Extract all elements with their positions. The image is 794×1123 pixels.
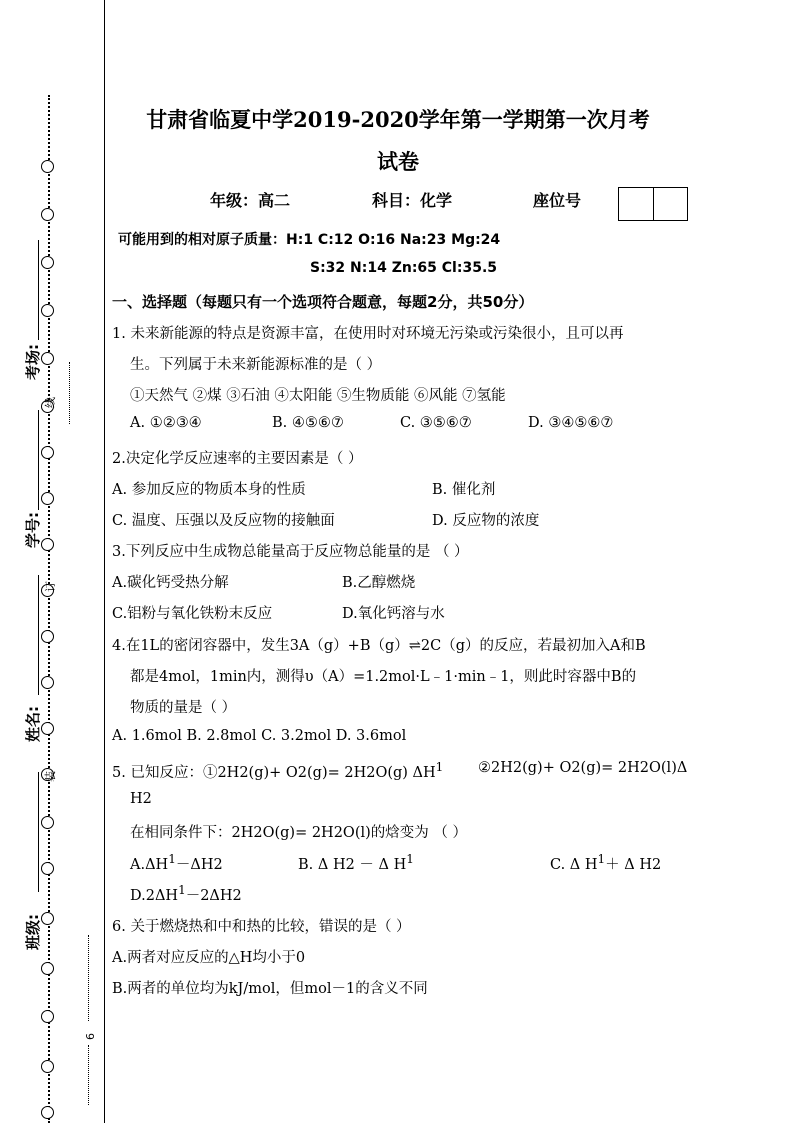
q4-stem-line3: 物质的量是（ ） (130, 700, 237, 716)
xian-char: 线 (44, 397, 57, 408)
name-label: 姓名: (24, 706, 42, 742)
atomic-mass-line2: S:32 N:14 Zn:65 Cl:35.5 (310, 260, 497, 276)
dotted-right-line-top (88, 935, 89, 1021)
q5-option-c-sup: 1 (597, 852, 606, 866)
exam-title-line1: 甘肃省临夏中学2019-2020学年第一学期第一次月考 (146, 107, 650, 132)
q5-option-a-sup: 1 (168, 852, 176, 866)
q6-option-a: A.两者对应反应的△H均小于0 (112, 950, 306, 966)
q5-option-d-sup: 1 (178, 883, 186, 897)
q5-option-a (130, 852, 223, 874)
q3-option-b: B.乙醇燃烧 (342, 575, 416, 591)
seat-label: 座位号 (533, 191, 582, 210)
q2-option-c: C. 温度、压强以及反应物的接触面 (112, 513, 335, 529)
q1-stem-line2: 生。下列属于未来新能源标准的是（ ） (130, 357, 382, 373)
name-fill-line (38, 575, 39, 695)
q5-option-b-pre: B. Δ H2 － Δ H (298, 856, 407, 873)
binding-hole-circle (41, 160, 54, 173)
q3-option-c: C.铝粉与氧化铁粉末反应 (112, 606, 273, 622)
q1-items: ①天然气 ②煤 ③石油 ④太阳能 ⑤生物质能 ⑥风能 ⑦氢能 (130, 388, 506, 404)
q5-option-c-pre: C. Δ H (550, 856, 598, 873)
q5-option-c-post: ＋ Δ H2 (605, 856, 662, 873)
q3-option-d: D.氧化钙溶与水 (342, 606, 445, 622)
subject-text: 科目：化学 (372, 191, 453, 210)
exam-room-fill-line (38, 240, 39, 340)
q5-option-b-sup: 1 (406, 852, 414, 866)
q5-stem-line2: H2 (130, 791, 152, 807)
q5-reaction1: 5. 已知反应：①2H2(g)+ O2(g)= 2H2O(g) ΔH (112, 764, 436, 781)
q6-option-b: B.两者的单位均为kJ/mol，但mol－1的含义不同 (112, 981, 428, 997)
atomic-mass-line1: 可能用到的相对原子质量：H:1 C:12 O:16 Na:23 Mg:24 (118, 232, 501, 248)
q5-option-a-post: －ΔH2 (175, 856, 223, 873)
q5-stem-line1 (112, 760, 443, 782)
zhuang-char: 装 (44, 771, 57, 782)
student-id-fill-line (38, 410, 39, 510)
dotted-right-line-bottom (88, 1045, 89, 1105)
q3-stem: 3.下列反应中生成物总能量高于反应物总能量的是 （ ） (112, 544, 469, 560)
binding-hole-circle (41, 816, 54, 829)
ding-char: 订 (44, 581, 57, 592)
q4-options: A. 1.6mol B. 2.8mol C. 3.2mol D. 3.6mol (112, 728, 407, 744)
class-label: 班级: (24, 914, 42, 950)
q5-option-d (130, 883, 242, 905)
binding-hole-circle (41, 446, 54, 459)
q1-stem-line1: 1. 未来新能源的特点是资源丰富，在使用时对环境无污染或污染很小，且可以再 (112, 326, 624, 342)
q5-option-d-post: －2ΔH2 (185, 887, 242, 904)
student-id-label: 学号: (24, 512, 42, 548)
q5-reaction2: ②2H2(g)+ O2(g)= 2H2O(l)Δ (478, 760, 688, 776)
class-fill-line (38, 772, 39, 892)
binding-hole-circle (41, 304, 54, 317)
q1-option-d: D. ③④⑤⑥⑦ (528, 415, 614, 431)
binding-hole-circle (41, 862, 54, 875)
binding-hole-circle (41, 1106, 54, 1119)
q2-stem: 2.决定化学反应速率的主要因素是（ ） (112, 451, 363, 467)
binding-hole-circle (41, 1010, 54, 1023)
q5-option-b (298, 852, 414, 874)
q4-stem-line1: 4.在1L的密闭容器中，发生3A（g）+B（g）⇌2C（g）的反应，若最初加入A和B (112, 638, 646, 654)
binding-hole-circle (41, 256, 54, 269)
binding-hole-circle (41, 962, 54, 975)
q2-option-d: D. 反应物的浓度 (432, 513, 540, 529)
q5-option-a-pre: A.ΔH (130, 856, 169, 873)
q2-option-b: B. 催化剂 (432, 482, 496, 498)
page-number: 6 (84, 1033, 97, 1040)
seat-box-divider (653, 188, 654, 220)
q1-option-a: A. ①②③④ (130, 415, 202, 431)
q5-sup-1: 1 (435, 760, 444, 774)
q3-option-a: A.碳化钙受热分解 (112, 575, 229, 591)
q5-option-c (550, 852, 661, 874)
q1-option-c: C. ③⑤⑥⑦ (400, 415, 472, 431)
binding-hole-circle (41, 676, 54, 689)
q5-option-d-pre: D.2ΔH (130, 887, 179, 904)
q6-stem: 6. 关于燃烧热和中和热的比较，错误的是（ ） (112, 919, 411, 935)
q2-option-a: A. 参加反应的物质本身的性质 (112, 482, 306, 498)
binding-hole-circle (41, 492, 54, 505)
binding-hole-circle (41, 630, 54, 643)
binding-hole-circle (41, 1060, 54, 1073)
q1-option-b: B. ④⑤⑥⑦ (272, 415, 344, 431)
dotted-short-line (69, 362, 70, 424)
exam-title-line2: 试卷 (377, 149, 419, 174)
q5-stem-line3: 在相同条件下：2H2O(g)= 2H2O(l)的焓变为 （ ） (130, 825, 467, 841)
binding-hole-circle (41, 208, 54, 221)
section1-title: 一、选择题（每题只有一个选项符合题意，每题2分，共50分） (112, 293, 534, 311)
seat-number-box[interactable] (618, 187, 688, 221)
grade-text: 年级：高二 (210, 191, 291, 210)
margin-border-line (104, 0, 105, 1123)
exam-room-label: 考场: (24, 344, 42, 380)
q4-stem-line2: 都是4mol，1min内，测得υ（A）=1.2mol·L﹣1·min﹣1，则此时容器中B的 (130, 669, 637, 685)
